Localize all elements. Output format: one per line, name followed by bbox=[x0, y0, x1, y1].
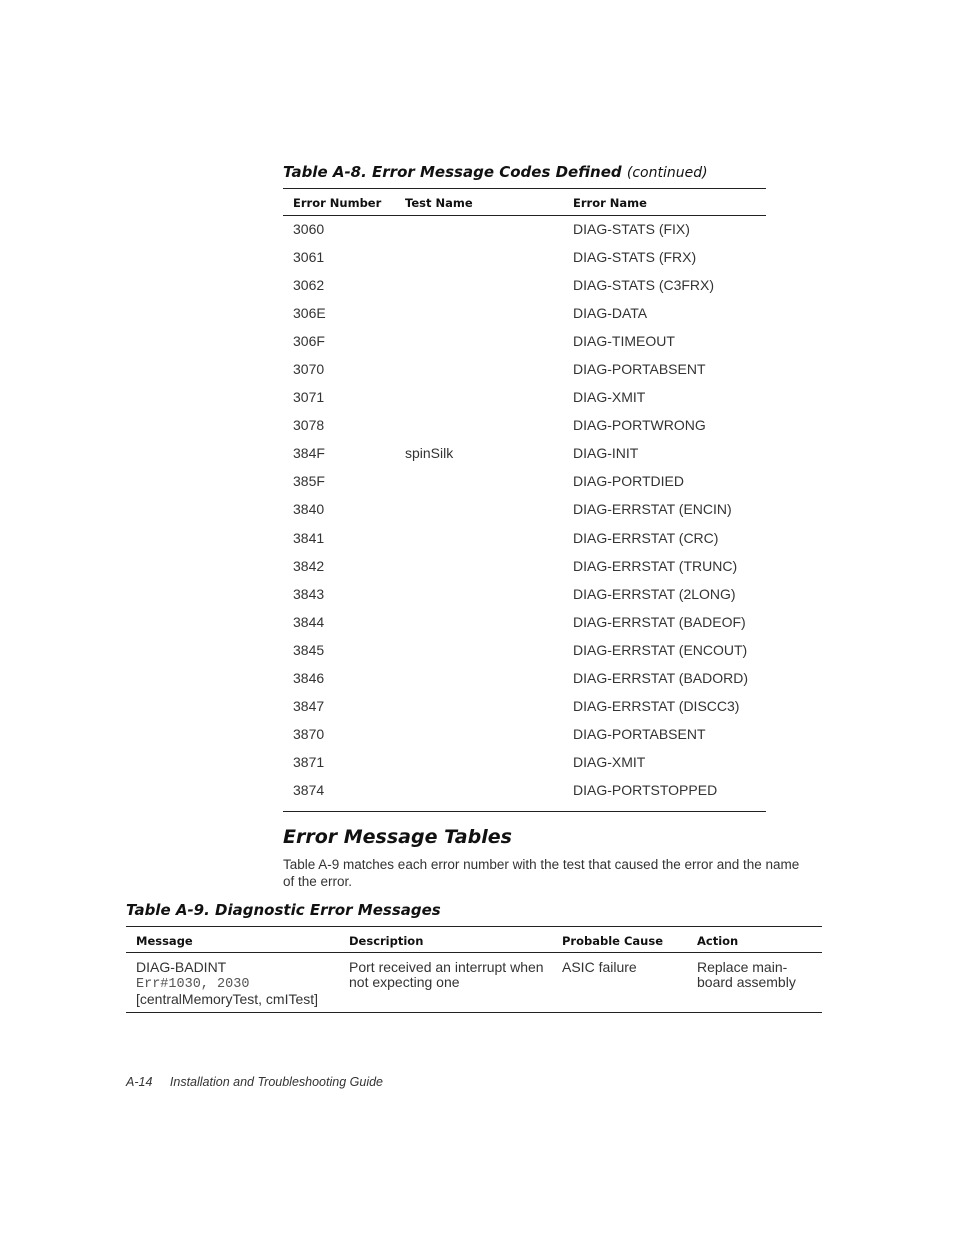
cell-error-number: 385F bbox=[293, 473, 325, 490]
cell-error-name: DIAG-INIT bbox=[573, 445, 639, 462]
cell-error-number: 306E bbox=[293, 305, 326, 322]
cell-action: Replace main-board assembly bbox=[697, 959, 796, 990]
header-test-name: Test Name bbox=[405, 196, 473, 210]
table-row bbox=[283, 328, 766, 356]
cell-error-number: 3842 bbox=[293, 557, 325, 574]
cell-error-name: DIAG-PORTSTOPPED bbox=[573, 781, 718, 798]
cell-error-name: DIAG-ERRSTAT (2LONG) bbox=[573, 585, 736, 602]
cell-error-number: 3874 bbox=[293, 781, 325, 798]
cell-error-name: DIAG-ERRSTAT (ENCIN) bbox=[573, 501, 732, 518]
table-row bbox=[283, 356, 766, 384]
table-a8-header bbox=[283, 188, 766, 216]
table-row bbox=[283, 244, 766, 272]
cell-error-name: DIAG-PORTWRONG bbox=[573, 417, 706, 434]
cell-error-number: 3843 bbox=[293, 585, 325, 602]
cell-message bbox=[136, 960, 341, 1007]
table-row bbox=[283, 553, 766, 581]
cell-error-number: 3844 bbox=[293, 613, 325, 630]
cell-error-number: 3062 bbox=[293, 277, 325, 294]
cell-error-number: 306F bbox=[293, 333, 325, 350]
cell-error-number: 3841 bbox=[293, 529, 325, 546]
cell-error-name: DIAG-XMIT bbox=[573, 753, 646, 770]
cell-error-name: DIAG-STATS (FIX) bbox=[573, 221, 690, 237]
cell-probable-cause: ASIC failure bbox=[562, 959, 637, 975]
table-row bbox=[283, 496, 766, 524]
table-row bbox=[126, 953, 822, 1013]
cell-error-name: DIAG-ERRSTAT (BADEOF) bbox=[573, 613, 746, 630]
table-a8-caption bbox=[283, 163, 708, 181]
table-a8 bbox=[283, 188, 766, 812]
table-row bbox=[283, 637, 766, 665]
table-a8-caption-title: Table A-8. Error Message Codes Defined bbox=[283, 163, 622, 181]
cell-error-name: DIAG-ERRSTAT (ENCOUT) bbox=[573, 641, 748, 658]
cell-error-number: 3871 bbox=[293, 753, 325, 770]
table-row bbox=[283, 300, 766, 328]
cell-error-number: 384F bbox=[293, 445, 325, 462]
table-row bbox=[283, 581, 766, 609]
cell-error-number: 3846 bbox=[293, 669, 325, 686]
cell-error-name: DIAG-ERRSTAT (CRC) bbox=[573, 529, 719, 546]
table-row bbox=[283, 468, 766, 496]
table-row bbox=[283, 384, 766, 412]
table-row bbox=[283, 693, 766, 721]
table-a8-body bbox=[283, 216, 766, 812]
cell-error-number: 3078 bbox=[293, 417, 325, 434]
table-row bbox=[283, 440, 766, 468]
table-row bbox=[283, 749, 766, 777]
cell-error-name: DIAG-PORTDIED bbox=[573, 473, 684, 490]
cell-error-name: DIAG-TIMEOUT bbox=[573, 333, 675, 350]
header-error-name: Error Name bbox=[573, 196, 647, 210]
cell-error-name: DIAG-ERRSTAT (DISCC3) bbox=[573, 697, 740, 714]
cell-error-number: 3070 bbox=[293, 361, 325, 378]
message-name: DIAG-BADINT bbox=[136, 959, 227, 975]
table-a9-caption: Table A-9. Diagnostic Error Messages bbox=[126, 901, 441, 919]
table-row bbox=[283, 412, 766, 440]
table-row bbox=[283, 665, 766, 693]
cell-error-name: DIAG-DATA bbox=[573, 305, 648, 322]
cell-error-number: 3071 bbox=[293, 389, 325, 406]
cell-description: Port received an interrupt when not expecting one bbox=[349, 959, 544, 990]
cell-error-number: 3060 bbox=[293, 221, 325, 237]
table-a8-caption-continued: (continued) bbox=[626, 165, 708, 181]
cell-error-name: DIAG-STATS (FRX) bbox=[573, 249, 697, 266]
cell-test-name: spinSilk bbox=[405, 445, 454, 462]
cell-error-name: DIAG-XMIT bbox=[573, 389, 646, 406]
section-title: Error Message Tables bbox=[283, 826, 512, 848]
cell-error-name: DIAG-ERRSTAT (BADORD) bbox=[573, 669, 749, 686]
table-row bbox=[283, 272, 766, 300]
cell-error-name: DIAG-PORTABSENT bbox=[573, 725, 706, 742]
page-footer bbox=[126, 1075, 383, 1089]
cell-error-name: DIAG-STATS (C3FRX) bbox=[573, 277, 715, 294]
table-row bbox=[283, 721, 766, 749]
footer-title: Installation and Troubleshooting Guide bbox=[169, 1075, 383, 1089]
cell-error-name: DIAG-PORTABSENT bbox=[573, 361, 706, 378]
cell-error-number: 3847 bbox=[293, 697, 325, 714]
table-row bbox=[283, 777, 766, 805]
header-error-number: Error Number bbox=[293, 196, 382, 210]
cell-error-name: DIAG-ERRSTAT (TRUNC) bbox=[573, 557, 738, 574]
message-tests: [centralMemoryTest, cmITest] bbox=[136, 991, 319, 1007]
cell-error-number: 3845 bbox=[293, 641, 325, 658]
table-row bbox=[283, 216, 766, 244]
table-row bbox=[283, 609, 766, 637]
header-description: Description bbox=[349, 934, 424, 948]
cell-error-number: 3840 bbox=[293, 501, 325, 518]
section-paragraph: Table A-9 matches each error number with the test that caused the error and the name of the error. bbox=[283, 857, 800, 889]
table-row bbox=[283, 525, 766, 553]
cell-error-number: 3870 bbox=[293, 725, 325, 742]
table-a9-header bbox=[126, 926, 822, 953]
table-a9 bbox=[126, 926, 822, 1013]
page-number: A-14 bbox=[126, 1075, 153, 1089]
header-probable-cause: Probable Cause bbox=[562, 934, 664, 948]
message-error-codes: Err#1030, 2030 bbox=[136, 977, 250, 992]
header-action: Action bbox=[697, 934, 739, 948]
header-message: Message bbox=[136, 934, 193, 948]
cell-error-number: 3061 bbox=[293, 249, 325, 266]
